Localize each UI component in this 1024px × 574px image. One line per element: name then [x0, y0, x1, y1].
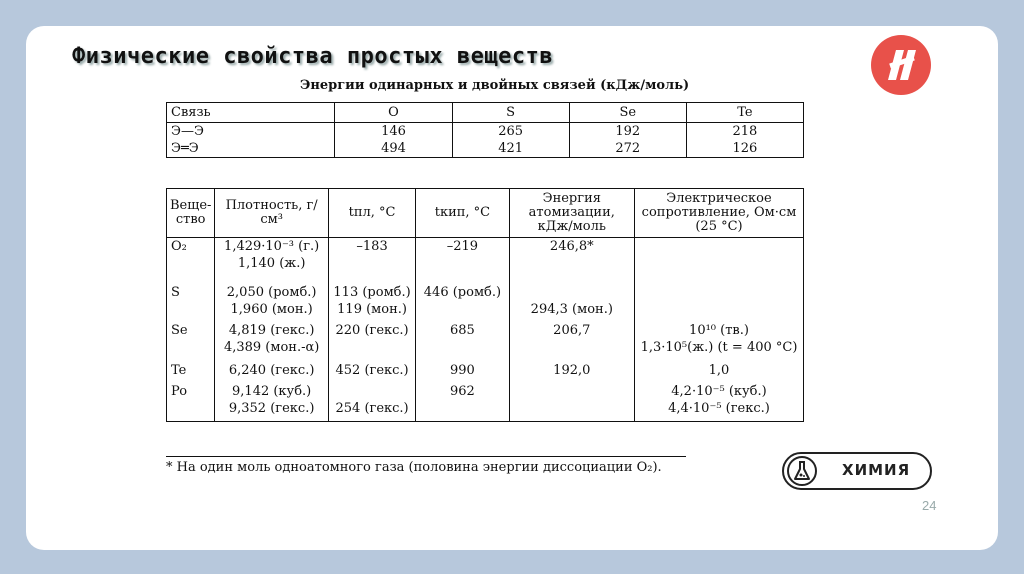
cell-substance: S: [167, 272, 215, 318]
cell-line: 1,429·10⁻³ (г.): [224, 239, 320, 254]
header-substance: Веще-ство: [167, 189, 215, 238]
cell-melting: 220 (гекс.): [328, 318, 415, 356]
cell-boiling: –219: [416, 238, 509, 273]
cell-boiling: 446 (ромб.): [416, 272, 509, 318]
table-cell: 218: [686, 123, 803, 141]
cell-melting: 254 (гекс.): [328, 379, 415, 422]
cell-line: 4,4·10⁻⁵ (гекс.): [668, 401, 770, 416]
table-row-po: [167, 379, 804, 422]
cell-line: 9,352 (гекс.): [228, 401, 315, 416]
cell-substance: Po: [167, 379, 215, 422]
cell-atomization: 192,0: [509, 356, 634, 379]
cell-substance: Se: [167, 318, 215, 356]
cell-boiling: 990: [416, 356, 509, 379]
cell-density: [215, 238, 328, 273]
cell-line: 1,960 (мон.): [230, 302, 313, 317]
physical-properties-table: [166, 188, 804, 422]
table-header-row: [167, 103, 804, 123]
brand-logo-icon: [866, 30, 936, 100]
cell-resistance: [634, 318, 803, 356]
cell-boiling: 962: [416, 379, 509, 422]
cell-density: [215, 272, 328, 318]
cell-atomization: 294,3 (мон.): [509, 272, 634, 318]
cell-density: 6,240 (гекс.): [215, 356, 328, 379]
cell-line: 1,3·10⁵(ж.) (t = 400 °С): [640, 340, 798, 355]
table-footnote: * На один моль одноатомного газа (половина энергии диссоциации O₂).: [166, 456, 686, 475]
cell-atomization: [509, 379, 634, 422]
page-number: 24: [922, 498, 937, 513]
cell-melting: –183: [328, 238, 415, 273]
header-atomization: Энергия атомизации, кДж/моль: [509, 189, 634, 238]
cell-line: 4,819 (гекс.): [228, 323, 315, 338]
cell-line: 2,050 (ромб.): [226, 285, 317, 300]
table-row: [167, 123, 804, 141]
table-cell: 146: [335, 123, 452, 141]
cell-density: [215, 318, 328, 356]
cell-atomization: 246,8*: [509, 238, 634, 273]
header-cell: Связь: [167, 103, 335, 123]
cell-line: 4,389 (мон.-α): [223, 340, 320, 355]
table-row: [167, 140, 804, 158]
badge-label: ХИМИЯ: [842, 461, 911, 479]
header-cell: O: [335, 103, 452, 123]
table-header-row: [167, 189, 804, 238]
header-boiling: tкип, °С: [416, 189, 509, 238]
cell-resistance: [634, 379, 803, 422]
cell-line: 119 (мон.): [337, 302, 407, 317]
cell-resistance: 1,0: [634, 356, 803, 379]
header-resistance: Электрическое сопротивление, Ом·см (25 °С): [634, 189, 803, 238]
header-cell: S: [452, 103, 569, 123]
cell-substance: Te: [167, 356, 215, 379]
table-cell: Э═Э: [167, 140, 335, 158]
table-cell: 126: [686, 140, 803, 158]
chemistry-badge: [782, 452, 932, 490]
cell-line: 9,142 (куб.): [232, 384, 312, 399]
slide-title: Физические свойства простых веществ: [72, 44, 554, 69]
cell-atomization: 206,7: [509, 318, 634, 356]
table1-caption: Энергии одинарных и двойных связей (кДж/моль): [300, 78, 690, 93]
bond-energy-table: [166, 102, 804, 158]
cell-line: 10¹⁰ (тв.): [689, 323, 749, 338]
table-row-s: [167, 272, 804, 318]
header-cell: Se: [569, 103, 686, 123]
table-row-se: [167, 318, 804, 356]
table-cell: 272: [569, 140, 686, 158]
table-cell: 265: [452, 123, 569, 141]
table-cell: 192: [569, 123, 686, 141]
table-cell: 421: [452, 140, 569, 158]
table-cell: 494: [335, 140, 452, 158]
cell-line: 113 (ромб.): [333, 285, 411, 300]
cell-line: 4,2·10⁻⁵ (куб.): [671, 384, 767, 399]
table-cell: Э—Э: [167, 123, 335, 141]
cell-resistance: [634, 272, 803, 318]
cell-density: [215, 379, 328, 422]
cell-boiling: 685: [416, 318, 509, 356]
cell-resistance: [634, 238, 803, 273]
header-cell: Te: [686, 103, 803, 123]
header-density: Плотность, г/см³: [215, 189, 328, 238]
cell-melting: 452 (гекс.): [328, 356, 415, 379]
cell-substance: O₂: [167, 238, 215, 273]
table-row-te: [167, 356, 804, 379]
table-row-o2: [167, 238, 804, 273]
chemistry-flask-icon: [786, 455, 818, 487]
header-melting: tпл, °С: [328, 189, 415, 238]
cell-line: 1,140 (ж.): [237, 256, 306, 271]
cell-melting: [328, 272, 415, 318]
